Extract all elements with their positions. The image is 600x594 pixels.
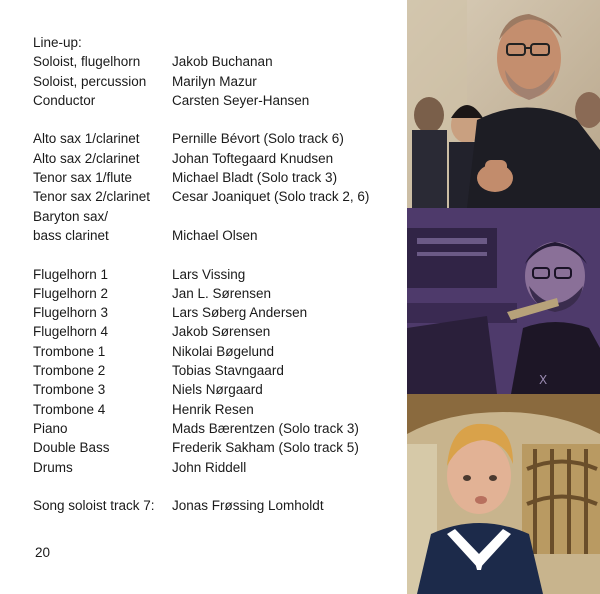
- lineup-row: [33, 187, 405, 206]
- role: Trombone 4: [33, 401, 106, 417]
- saxophonist-photo: [407, 208, 600, 394]
- lineup-row: [33, 303, 405, 322]
- musician-name: Jonas Frøssing Lomholdt: [172, 498, 324, 514]
- lineup-row: [33, 361, 405, 380]
- lineup-row: [33, 72, 405, 91]
- musician-name: Tobias Stavngaard: [172, 363, 284, 379]
- musician-name: Nikolai Bøgelund: [172, 343, 275, 359]
- lineup-row: [33, 284, 405, 303]
- singer-photo: [407, 394, 600, 594]
- lineup-row: [33, 91, 405, 110]
- lineup-row: [33, 149, 405, 168]
- role: Drums: [33, 459, 73, 475]
- musician-name: Jakob Sørensen: [172, 324, 271, 340]
- role: Tenor sax 2/clarinet: [33, 189, 151, 205]
- musician-name: Cesar Joaniquet (Solo track 2, 6): [172, 189, 370, 205]
- svg-text:X: X: [539, 373, 548, 387]
- photo-strip: [407, 0, 600, 594]
- musician-name: Marilyn Mazur: [172, 73, 257, 89]
- musician-name: Carsten Seyer-Hansen: [172, 92, 310, 108]
- role: Soloist, flugelhorn: [33, 54, 141, 70]
- role: Trombone 2: [33, 363, 106, 379]
- lineup-row: [33, 458, 405, 477]
- lineup-row: [33, 207, 405, 226]
- musician-name: Mads Bærentzen (Solo track 3): [172, 420, 359, 436]
- role: Double Bass: [33, 440, 110, 456]
- role: Soloist, percussion: [33, 73, 147, 89]
- role: Alto sax 1/clarinet: [33, 131, 140, 147]
- musician-name: Michael Bladt (Solo track 3): [172, 170, 338, 186]
- lineup-row: [33, 400, 405, 419]
- musician-name: Michael Olsen: [172, 227, 258, 243]
- role: Baryton sax/: [33, 208, 109, 224]
- role: Conductor: [33, 92, 96, 108]
- role: Trombone 1: [33, 343, 106, 359]
- lineup-heading: Line-up:: [33, 35, 82, 50]
- role: Piano: [33, 420, 68, 436]
- conductor-photo: [407, 0, 600, 208]
- lineup-row: [33, 226, 405, 245]
- lineup-row: [33, 342, 405, 361]
- lineup-row: [33, 496, 405, 515]
- lineup-row: [33, 52, 405, 71]
- group-spacer: [33, 110, 405, 129]
- role: Song soloist track 7:: [33, 498, 155, 514]
- musician-name: Johan Toftegaard Knudsen: [172, 150, 334, 166]
- role: Flugelhorn 2: [33, 285, 109, 301]
- role: Trombone 3: [33, 382, 106, 398]
- musician-name: Henrik Resen: [172, 401, 254, 417]
- musician-name: Lars Søberg Andersen: [172, 305, 308, 321]
- role: Flugelhorn 4: [33, 324, 109, 340]
- role: Flugelhorn 1: [33, 266, 109, 282]
- musician-name: Jakob Buchanan: [172, 54, 273, 70]
- lineup-row: [33, 438, 405, 457]
- lineup-section: [33, 33, 405, 515]
- musician-name: Frederik Sakham (Solo track 5): [172, 440, 359, 456]
- lineup-row: [33, 168, 405, 187]
- group-spacer: [33, 245, 405, 264]
- lineup-row: [33, 129, 405, 148]
- role: Tenor sax 1/flute: [33, 170, 133, 186]
- role: Alto sax 2/clarinet: [33, 150, 140, 166]
- musician-name: Lars Vissing: [172, 266, 246, 282]
- musician-name: Niels Nørgaard: [172, 382, 263, 398]
- lineup-row: [33, 265, 405, 284]
- musician-name: Pernille Bévort (Solo track 6): [172, 131, 344, 147]
- lineup-row: [33, 322, 405, 341]
- group-spacer: [33, 477, 405, 496]
- role: Flugelhorn 3: [33, 305, 109, 321]
- musician-name: John Riddell: [172, 459, 247, 475]
- lineup-row: [33, 419, 405, 438]
- lineup-row: [33, 380, 405, 399]
- page-number: 20: [35, 545, 51, 560]
- musician-name: Jan L. Sørensen: [172, 285, 272, 301]
- role: bass clarinet: [33, 227, 109, 243]
